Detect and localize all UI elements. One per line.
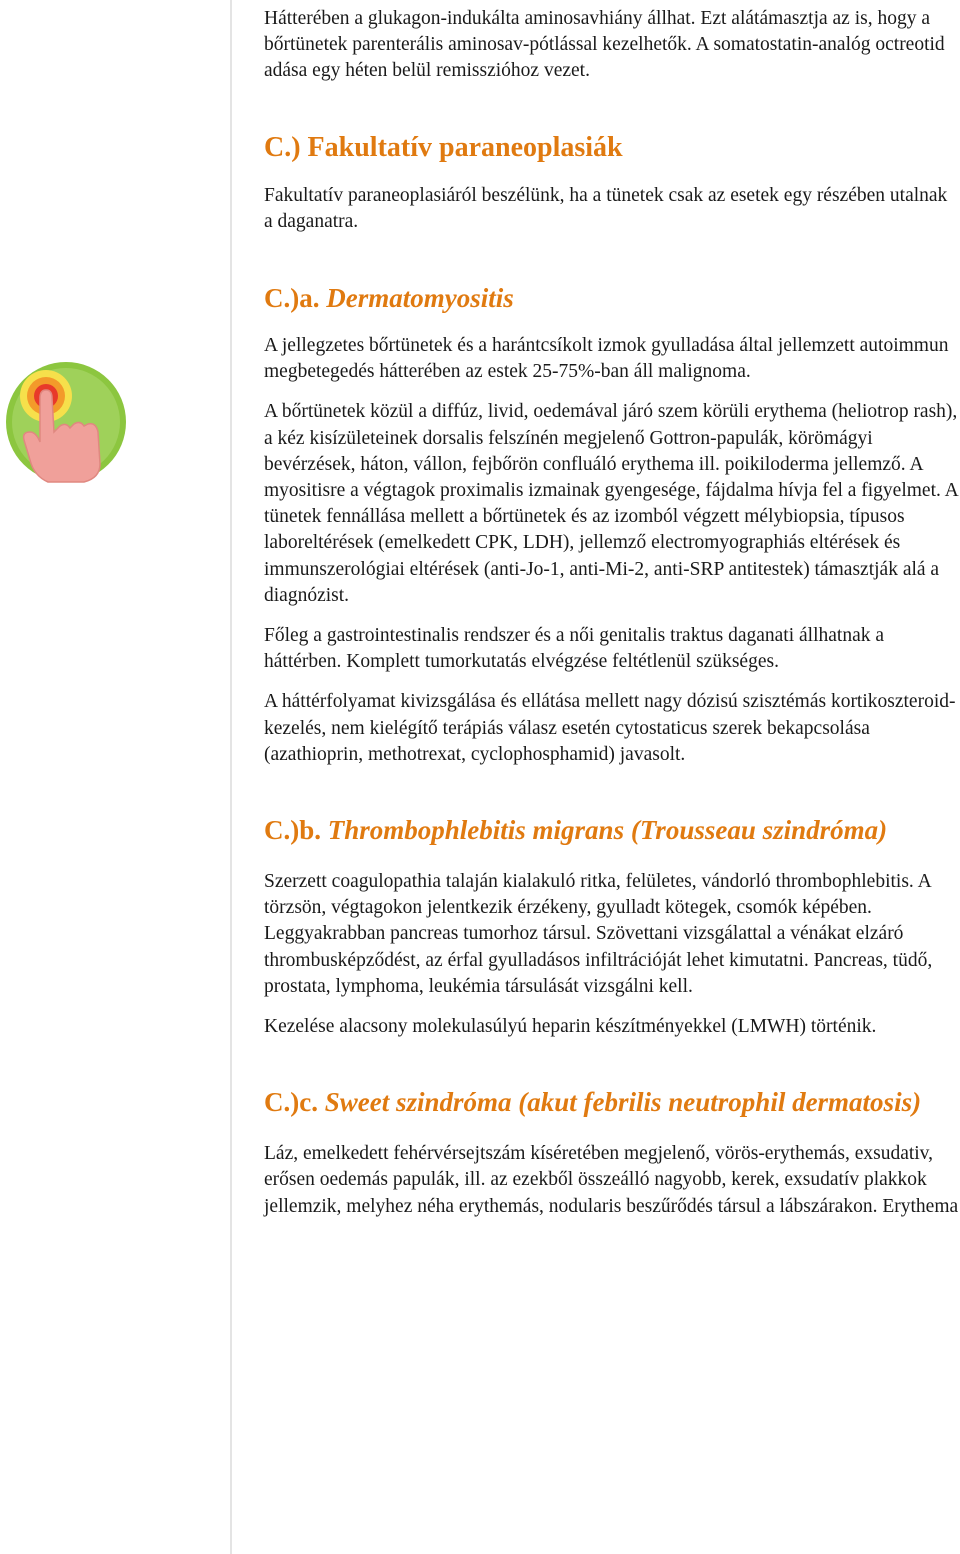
main-content <box>264 6 960 1220</box>
section-c-paragraph: Fakultatív paraneoplasiáról beszélünk, ha a tünetek csak az esetek egy részében utalnak a daganatra. <box>264 184 948 232</box>
section-cc-paragraph-1: Láz, emelkedett fehérvérsejtszám kíséretében megjelenő, vörös-erythemás, exsudativ, erősen oedemás papulák, ill. az ezekből összeálló nagyobb, kerek, exsudatív plakkok jellemzik, melyhez néha erythemás, nodularis beszűrődés társul a lábszárakon. Erythema <box>264 1143 959 1217</box>
heading-ca-prefix: C.)a. <box>264 283 320 314</box>
heading-ca <box>264 282 960 315</box>
section-ca-paragraph-4: A háttérfolyamat kivizsgálása és ellátása mellett nagy dózisú szisztémás kortikoszteroid-kezelés, nem kielégítő terápiás válasz esetén cytostaticus szerek bekapcsolása (azathioprin, methotrexat, cyclophosphamid) javasolt. <box>264 691 956 765</box>
heading-cb-title: Thrombophlebitis migrans (Trousseau szindróma) <box>327 815 888 846</box>
section-cb-paragraph-1: Szerzett coagulopathia talaján kialakuló ritka, felületes, vándorló thrombophlebitis. A törzsön, végtagokon jelentkezik érzékeny, gyulladt kötegek, csomók képében. Leggyakrabban pancreas tumorhoz társul. Szövettani vizsgálattal a vénákat elzáró thrombusképződést, az érfal gyulladásos infiltrációját lehet kimutatni. Pancreas, tüdő, prostata, lymphoma, leukémia társulását vizsgálni kell. <box>264 871 933 997</box>
heading-c: C.) Fakultatív paraneoplasiák <box>264 131 623 163</box>
heading-cc <box>264 1086 960 1119</box>
margin-rule <box>230 0 232 1554</box>
section-ca-paragraph-2: A bőrtünetek közül a diffúz, livid, oedemával járó szem körüli erythema (heliotrop rash), a kéz kisízületeinek dorsalis felszínén megjelenő Gottron-papulák, körömágyi bevérzések, háton, vállon, fejbőrön confluáló erythema ill. poikiloderma jellemző. A myositisre a végtagok proximalis izmainak gyengesége, fájdalma hívja fel a figyelmet. A tünetek fennállása mellett a bőrtünetek és az izomból végzett mélybiopsia, típusos laboreltérések (emelkedett CPK, LDH), jellemző electromyographiás eltérések és immunszerológiai eltérések (anti-Jo-1, anti-Mi-2, anti-SRP antitestek) támasztják alá a diagnózist. <box>264 401 958 606</box>
section-ca-paragraph-1: A jellegzetes bőrtünetek és a harántcsíkolt izmok gyulladása által jellemzett autoimmun megbetegedés hátterében az estek 25-75%-ban áll malignoma. <box>264 335 949 383</box>
heading-ca-title: Dermatomyositis <box>326 283 514 314</box>
intro-paragraph: Hátterében a glukagon-indukálta aminosavhiány állhat. Ezt alátámasztja az is, hogy a bőrtünetek parenterális aminosav-pótlással kezelhetők. A somatostatin-analóg octreotid adása egy héten belül remisszióhoz vezet. <box>264 8 945 82</box>
heading-cc-title: Sweet szindróma (akut febrilis neutrophil dermatosis) <box>324 1087 922 1118</box>
section-cb-paragraph-2: Kezelése alacsony molekulasúlyú heparin készítményekkel (LMWH) történik. <box>264 1016 877 1038</box>
heading-cc-prefix: C.)c. <box>264 1087 318 1118</box>
finger-pointing-target-icon <box>4 360 128 484</box>
section-ca-paragraph-3: Főleg a gastrointestinalis rendszer és a női genitalis traktus daganati állhatnak a háttérben. Komplett tumorkutatás elvégzése feltétlenül szükséges. <box>264 625 885 673</box>
heading-cb-prefix: C.)b. <box>264 815 322 846</box>
heading-cb <box>264 814 960 847</box>
